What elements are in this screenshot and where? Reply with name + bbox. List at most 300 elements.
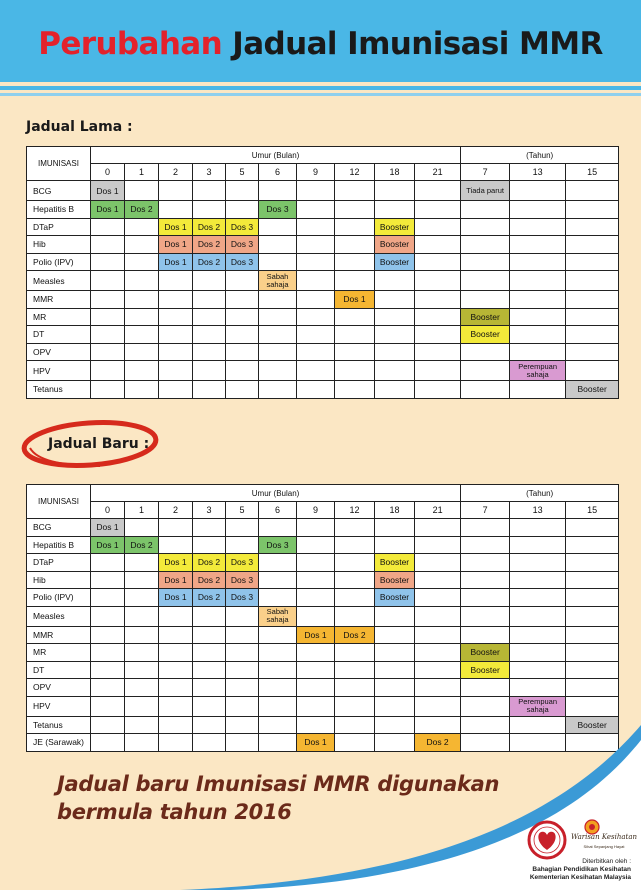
empty-cell <box>461 271 510 291</box>
empty-cell <box>91 236 125 254</box>
dose-cell: Booster <box>375 554 415 572</box>
vaccine-row <box>27 661 619 679</box>
ministry-logo-icon <box>527 820 567 860</box>
empty-cell <box>91 554 125 572</box>
dose-cell: Dos 2 <box>125 201 159 219</box>
empty-cell <box>125 554 159 572</box>
empty-cell <box>415 291 461 309</box>
imunisasi-header: IMUNISASI <box>27 147 91 181</box>
empty-cell <box>510 308 566 326</box>
month-column-header: 2 <box>159 164 193 181</box>
empty-cell <box>159 361 193 381</box>
empty-cell <box>566 271 619 291</box>
empty-cell <box>335 326 375 344</box>
empty-cell <box>335 606 375 626</box>
month-column-header: 5 <box>226 164 259 181</box>
vaccine-row <box>27 571 619 589</box>
vaccine-name: MR <box>27 644 91 662</box>
empty-cell <box>375 679 415 697</box>
footer-line-2: bermula tahun 2016 <box>57 800 292 824</box>
month-column-header: 1 <box>125 164 159 181</box>
years-header: (Tahun) <box>461 485 619 502</box>
empty-cell <box>193 201 226 219</box>
header-stripe <box>0 86 641 90</box>
vaccine-row <box>27 308 619 326</box>
month-column-header: 21 <box>415 502 461 519</box>
empty-cell <box>566 201 619 219</box>
empty-cell <box>125 644 159 662</box>
empty-cell <box>510 326 566 344</box>
vaccine-row <box>27 361 619 381</box>
empty-cell <box>297 236 335 254</box>
empty-cell <box>125 291 159 309</box>
empty-cell <box>259 626 297 644</box>
empty-cell <box>91 343 125 361</box>
empty-cell <box>335 181 375 201</box>
vaccine-row <box>27 606 619 626</box>
empty-cell <box>193 308 226 326</box>
empty-cell <box>335 201 375 219</box>
vaccine-row <box>27 253 619 271</box>
warisan-kesihatan-logo-icon <box>570 817 638 855</box>
year-column-header: 7 <box>461 164 510 181</box>
empty-cell <box>226 291 259 309</box>
empty-cell <box>375 343 415 361</box>
month-column-header: 6 <box>259 164 297 181</box>
month-column-header: 9 <box>297 164 335 181</box>
empty-cell <box>415 519 461 537</box>
empty-cell <box>415 381 461 399</box>
month-column-header: 9 <box>297 502 335 519</box>
empty-cell <box>375 201 415 219</box>
footer-message <box>57 770 537 826</box>
empty-cell <box>125 571 159 589</box>
dose-cell: Dos 1 <box>159 253 193 271</box>
empty-cell <box>193 519 226 537</box>
empty-cell <box>91 679 125 697</box>
title-main: Jadual Imunisasi MMR <box>232 26 603 62</box>
dose-cell: Booster <box>375 218 415 236</box>
month-column-header: 18 <box>375 502 415 519</box>
dose-cell: Dos 3 <box>259 536 297 554</box>
empty-cell <box>461 606 510 626</box>
empty-cell <box>193 361 226 381</box>
empty-cell <box>297 218 335 236</box>
dose-cell: Dos 1 <box>297 626 335 644</box>
empty-cell <box>193 626 226 644</box>
empty-cell <box>193 661 226 679</box>
empty-cell <box>125 343 159 361</box>
dose-cell: Perempuan sahaja <box>510 361 566 381</box>
empty-cell <box>415 626 461 644</box>
vaccine-name: Hib <box>27 236 91 254</box>
empty-cell <box>259 554 297 572</box>
vaccine-row <box>27 536 619 554</box>
empty-cell <box>297 253 335 271</box>
dose-cell: Dos 3 <box>226 236 259 254</box>
empty-cell <box>91 381 125 399</box>
year-column-header: 15 <box>566 502 619 519</box>
empty-cell <box>415 326 461 344</box>
dose-cell: Sabah sahaja <box>259 271 297 291</box>
month-column-header: 3 <box>193 502 226 519</box>
empty-cell <box>415 679 461 697</box>
empty-cell <box>566 554 619 572</box>
vaccine-name: OPV <box>27 343 91 361</box>
empty-cell <box>91 326 125 344</box>
vaccine-row <box>27 271 619 291</box>
dose-cell: Dos 3 <box>259 201 297 219</box>
empty-cell <box>335 519 375 537</box>
empty-cell <box>415 361 461 381</box>
empty-cell <box>461 679 510 697</box>
empty-cell <box>566 589 619 607</box>
empty-cell <box>91 253 125 271</box>
empty-cell <box>510 218 566 236</box>
empty-cell <box>125 589 159 607</box>
empty-cell <box>335 661 375 679</box>
empty-cell <box>259 343 297 361</box>
dose-cell: Booster <box>375 236 415 254</box>
dose-cell: Sabah sahaja <box>259 606 297 626</box>
vaccine-row <box>27 554 619 572</box>
empty-cell <box>375 626 415 644</box>
empty-cell <box>415 606 461 626</box>
dose-cell: Dos 3 <box>226 589 259 607</box>
empty-cell <box>335 343 375 361</box>
vaccine-name: BCG <box>27 181 91 201</box>
empty-cell <box>226 181 259 201</box>
months-header: Umur (Bulan) <box>91 147 461 164</box>
publisher-label: Diterbitkan oleh : <box>582 858 631 865</box>
imunisasi-header: IMUNISASI <box>27 485 91 519</box>
empty-cell <box>91 589 125 607</box>
empty-cell <box>193 343 226 361</box>
empty-cell <box>91 571 125 589</box>
empty-cell <box>461 218 510 236</box>
empty-cell <box>510 271 566 291</box>
empty-cell <box>297 606 335 626</box>
empty-cell <box>226 626 259 644</box>
empty-cell <box>91 218 125 236</box>
empty-cell <box>461 381 510 399</box>
month-column-header: 3 <box>193 164 226 181</box>
vaccine-name: BCG <box>27 519 91 537</box>
empty-cell <box>461 343 510 361</box>
empty-cell <box>335 308 375 326</box>
empty-cell <box>159 679 193 697</box>
empty-cell <box>375 361 415 381</box>
dose-cell: Dos 2 <box>415 734 461 752</box>
empty-cell <box>510 661 566 679</box>
vaccine-name: JE (Sarawak) <box>27 734 91 752</box>
logo-tagline-text: Sihat Sepanjang Hayat <box>583 844 625 849</box>
year-column-header: 13 <box>510 164 566 181</box>
empty-cell <box>375 519 415 537</box>
empty-cell <box>566 326 619 344</box>
empty-cell <box>226 201 259 219</box>
empty-cell <box>461 519 510 537</box>
empty-cell <box>125 626 159 644</box>
empty-cell <box>510 554 566 572</box>
dose-cell: Booster <box>461 308 510 326</box>
dose-cell: Dos 1 <box>159 589 193 607</box>
vaccine-name: DTaP <box>27 554 91 572</box>
empty-cell <box>461 626 510 644</box>
empty-cell <box>297 326 335 344</box>
empty-cell <box>335 644 375 662</box>
empty-cell <box>566 181 619 201</box>
dose-cell: Tiada parut <box>461 181 510 201</box>
empty-cell <box>159 644 193 662</box>
empty-cell <box>566 253 619 271</box>
header-stripe-light <box>0 93 641 96</box>
empty-cell <box>193 536 226 554</box>
empty-cell <box>415 253 461 271</box>
empty-cell <box>415 644 461 662</box>
empty-cell <box>125 519 159 537</box>
publisher-block <box>505 858 631 882</box>
month-column-header: 1 <box>125 502 159 519</box>
empty-cell <box>375 181 415 201</box>
old-schedule-label: Jadual Lama : <box>26 119 133 135</box>
empty-cell <box>415 181 461 201</box>
empty-cell <box>375 661 415 679</box>
empty-cell <box>297 519 335 537</box>
empty-cell <box>125 218 159 236</box>
empty-cell <box>510 519 566 537</box>
dose-cell: Dos 1 <box>91 201 125 219</box>
empty-cell <box>193 326 226 344</box>
empty-cell <box>461 571 510 589</box>
empty-cell <box>259 181 297 201</box>
years-header: (Tahun) <box>461 147 619 164</box>
empty-cell <box>510 201 566 219</box>
empty-cell <box>259 253 297 271</box>
empty-cell <box>415 308 461 326</box>
empty-cell <box>566 536 619 554</box>
vaccine-row <box>27 326 619 344</box>
year-column-header: 7 <box>461 502 510 519</box>
empty-cell <box>259 679 297 697</box>
empty-cell <box>297 271 335 291</box>
empty-cell <box>510 253 566 271</box>
vaccine-row <box>27 679 619 697</box>
title-highlight: Perubahan <box>38 26 223 62</box>
month-column-header: 21 <box>415 164 461 181</box>
empty-cell <box>159 291 193 309</box>
dose-cell: Dos 3 <box>226 554 259 572</box>
dose-cell: Perempuan sahaja <box>510 696 566 716</box>
empty-cell <box>461 554 510 572</box>
empty-cell <box>193 271 226 291</box>
empty-cell <box>415 554 461 572</box>
empty-cell <box>193 291 226 309</box>
empty-cell <box>510 571 566 589</box>
empty-cell <box>193 181 226 201</box>
empty-cell <box>125 326 159 344</box>
empty-cell <box>297 343 335 361</box>
empty-cell <box>193 381 226 399</box>
empty-cell <box>510 236 566 254</box>
empty-cell <box>297 536 335 554</box>
dose-cell: Booster <box>566 716 619 734</box>
empty-cell <box>510 644 566 662</box>
empty-cell <box>566 606 619 626</box>
empty-cell <box>125 679 159 697</box>
dose-cell: Booster <box>375 253 415 271</box>
dose-cell: Booster <box>461 644 510 662</box>
empty-cell <box>226 661 259 679</box>
vaccine-row <box>27 201 619 219</box>
empty-cell <box>159 626 193 644</box>
vaccine-row <box>27 589 619 607</box>
dose-cell: Dos 1 <box>91 181 125 201</box>
dose-cell: Dos 2 <box>193 554 226 572</box>
footer-line-1: Jadual baru Imunisasi MMR digunakan <box>57 772 500 796</box>
empty-cell <box>159 271 193 291</box>
empty-cell <box>125 361 159 381</box>
empty-cell <box>259 361 297 381</box>
dose-cell: Booster <box>375 589 415 607</box>
page-title <box>0 26 641 62</box>
empty-cell <box>297 661 335 679</box>
vaccine-name: Hepatitis B <box>27 201 91 219</box>
empty-cell <box>375 271 415 291</box>
empty-cell <box>566 291 619 309</box>
month-column-header: 6 <box>259 502 297 519</box>
empty-cell <box>566 218 619 236</box>
empty-cell <box>297 571 335 589</box>
vaccine-name: Polio (IPV) <box>27 589 91 607</box>
empty-cell <box>566 236 619 254</box>
empty-cell <box>335 361 375 381</box>
vaccine-name: Measles <box>27 271 91 291</box>
empty-cell <box>226 308 259 326</box>
empty-cell <box>91 308 125 326</box>
empty-cell <box>259 661 297 679</box>
empty-cell <box>125 271 159 291</box>
empty-cell <box>335 571 375 589</box>
empty-cell <box>297 554 335 572</box>
empty-cell <box>566 361 619 381</box>
empty-cell <box>335 271 375 291</box>
empty-cell <box>335 218 375 236</box>
dose-cell: Dos 3 <box>226 571 259 589</box>
empty-cell <box>510 679 566 697</box>
empty-cell <box>415 536 461 554</box>
dose-cell: Dos 2 <box>193 589 226 607</box>
empty-cell <box>510 536 566 554</box>
empty-cell <box>259 291 297 309</box>
empty-cell <box>91 291 125 309</box>
year-column-header: 13 <box>510 502 566 519</box>
empty-cell <box>259 308 297 326</box>
empty-cell <box>226 536 259 554</box>
vaccine-name: Measles <box>27 606 91 626</box>
empty-cell <box>297 679 335 697</box>
empty-cell <box>91 661 125 679</box>
empty-cell <box>566 661 619 679</box>
empty-cell <box>226 326 259 344</box>
empty-cell <box>159 519 193 537</box>
month-column-header: 0 <box>91 164 125 181</box>
vaccine-name: DT <box>27 661 91 679</box>
dose-cell: Dos 1 <box>159 554 193 572</box>
dose-cell: Dos 1 <box>335 291 375 309</box>
empty-cell <box>159 343 193 361</box>
vaccine-name: Tetanus <box>27 716 91 734</box>
empty-cell <box>226 361 259 381</box>
dose-cell: Dos 3 <box>226 253 259 271</box>
empty-cell <box>193 644 226 662</box>
dose-cell: Booster <box>461 326 510 344</box>
vaccine-row <box>27 218 619 236</box>
empty-cell <box>335 381 375 399</box>
vaccine-name: HPV <box>27 696 91 716</box>
empty-cell <box>125 661 159 679</box>
empty-cell <box>566 626 619 644</box>
empty-cell <box>297 589 335 607</box>
empty-cell <box>566 571 619 589</box>
empty-cell <box>566 343 619 361</box>
dose-cell: Dos 2 <box>335 626 375 644</box>
empty-cell <box>91 644 125 662</box>
empty-cell <box>415 271 461 291</box>
new-schedule-label: Jadual Baru : <box>48 436 150 452</box>
month-column-header: 12 <box>335 164 375 181</box>
empty-cell <box>159 606 193 626</box>
empty-cell <box>297 381 335 399</box>
dose-cell: Booster <box>461 661 510 679</box>
dose-cell: Dos 2 <box>125 536 159 554</box>
empty-cell <box>297 644 335 662</box>
empty-cell <box>159 536 193 554</box>
empty-cell <box>297 201 335 219</box>
vaccine-row <box>27 626 619 644</box>
publisher-line-1: Bahagian Pendidikan Kesihatan <box>532 866 631 873</box>
empty-cell <box>335 679 375 697</box>
empty-cell <box>566 644 619 662</box>
empty-cell <box>335 589 375 607</box>
vaccine-name: Tetanus <box>27 381 91 399</box>
vaccine-name: Hib <box>27 571 91 589</box>
month-column-header: 5 <box>226 502 259 519</box>
empty-cell <box>159 181 193 201</box>
empty-cell <box>91 606 125 626</box>
empty-cell <box>566 308 619 326</box>
vaccine-name: DTaP <box>27 218 91 236</box>
dose-cell: Dos 3 <box>226 218 259 236</box>
empty-cell <box>335 536 375 554</box>
empty-cell <box>226 271 259 291</box>
vaccine-name: HPV <box>27 361 91 381</box>
empty-cell <box>159 326 193 344</box>
empty-cell <box>159 201 193 219</box>
empty-cell <box>510 181 566 201</box>
empty-cell <box>91 361 125 381</box>
empty-cell <box>297 308 335 326</box>
empty-cell <box>510 606 566 626</box>
vaccine-row <box>27 644 619 662</box>
dose-cell: Dos 2 <box>193 571 226 589</box>
dose-cell: Booster <box>566 381 619 399</box>
month-column-header: 2 <box>159 502 193 519</box>
empty-cell <box>510 381 566 399</box>
empty-cell <box>415 201 461 219</box>
empty-cell <box>510 291 566 309</box>
dose-cell: Dos 1 <box>297 734 335 752</box>
